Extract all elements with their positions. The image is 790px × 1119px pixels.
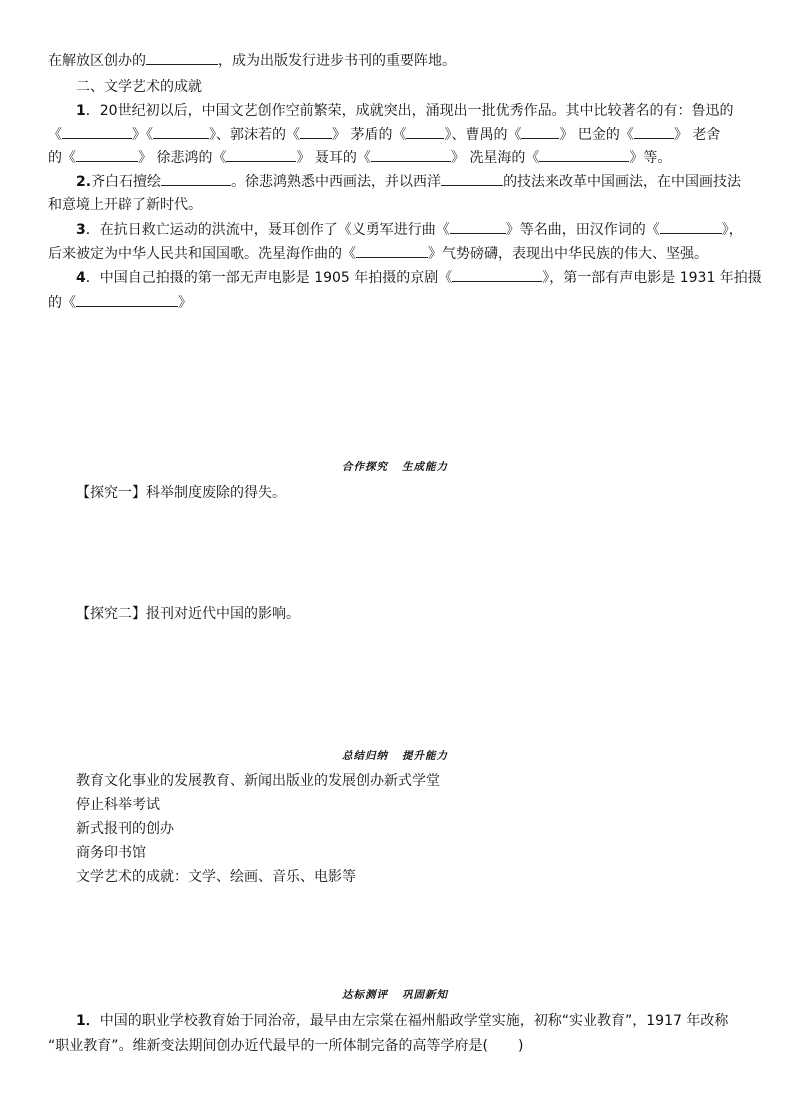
- section-title-right: 生成能力: [402, 461, 448, 473]
- question-1-line-1: [76, 101, 734, 121]
- question-1-line-2: 《 》《 》、郭沫若的《 》 茅盾的《 》、曹禺的《 》 巴金的《 》 老舍: [48, 124, 720, 145]
- question-text: 齐白石擅绘: [91, 174, 162, 190]
- answer-blank[interactable]: [76, 147, 138, 162]
- question-text: 。徐悲鸿熟悉中西画法，并以西洋: [231, 174, 442, 190]
- answer-blank[interactable]: [371, 147, 451, 162]
- section-heading: [76, 77, 202, 97]
- tanjiu-label: 【探究一】: [76, 485, 146, 501]
- question-text: 气势磅礴，表现出中华民族的伟大、坚强。: [442, 246, 708, 262]
- question-text: 聂耳的: [314, 150, 357, 166]
- summary-item: [76, 795, 160, 815]
- question-text: 、曹禺的: [451, 127, 508, 143]
- question-text: 徐悲鸿的: [156, 150, 213, 166]
- top-prefix: 在解放区创办的: [48, 53, 146, 69]
- section-title-zongjie: [0, 748, 790, 763]
- section-title-left: 达标测评: [342, 989, 388, 1001]
- tanjiu-label: 【探究二】: [76, 606, 146, 622]
- summary-item: [76, 819, 174, 839]
- question-text: 、郭沫若的: [216, 127, 286, 143]
- question-number: 3: [76, 222, 86, 238]
- answer-blank[interactable]: [146, 50, 218, 65]
- summary-text: 停止科举考试: [76, 797, 160, 813]
- question-text: ．中国自己拍摄的第一部无声电影是 1905 年拍摄的京剧: [85, 270, 439, 286]
- test-question-1-line-1: [76, 1011, 728, 1031]
- section-heading-text: 二、文学艺术的成就: [76, 79, 202, 95]
- section-title-right: 提升能力: [402, 750, 448, 762]
- tanjiu-text: 科举制度废除的得失。: [146, 485, 286, 501]
- tanjiu-1: [76, 483, 286, 503]
- question-2-line-1: [76, 171, 741, 192]
- answer-blank[interactable]: [406, 124, 444, 139]
- question-number: 4: [76, 270, 86, 286]
- summary-text: 新式报刊的创办: [76, 821, 174, 837]
- question-2-line-2: [48, 195, 202, 215]
- answer-blank[interactable]: [452, 267, 542, 282]
- answer-blank[interactable]: [450, 219, 506, 234]
- question-3-line-2: 后来被定为中华人民共和国国歌。冼星海作曲的《 》气势磅礴，表现出中华民族的伟大、坚强。: [48, 243, 708, 264]
- question-number: 1: [76, 103, 86, 119]
- question-text: 的: [48, 150, 62, 166]
- tanjiu-2: [76, 604, 300, 624]
- answer-blank[interactable]: [62, 124, 132, 139]
- answer-blank[interactable]: [300, 124, 332, 139]
- question-1-line-3: 的《 》 徐悲鸿的《 》 聂耳的《 》 冼星海的《 》等。: [48, 147, 671, 168]
- answer-blank[interactable]: [153, 124, 209, 139]
- question-text: 等名曲，田汉作词的: [519, 222, 646, 238]
- question-text: ，第一部有声电影是 1931 年拍摄: [549, 270, 762, 286]
- answer-blank[interactable]: [226, 147, 296, 162]
- answer-blank[interactable]: [539, 147, 629, 162]
- question-text: 的技法来改革中国画法，在中国画技法: [503, 174, 742, 190]
- question-text: ．20世纪初以后，中国文艺创作空前繁荣，成就突出，涌现出一批优秀作品。其中比较著名的有：鲁迅的: [85, 103, 734, 119]
- question-text: ): [517, 1038, 524, 1054]
- section-title-right: 巩固新知: [402, 989, 448, 1001]
- top-line: [48, 50, 456, 71]
- summary-text: 商务印书馆: [76, 845, 146, 861]
- top-suffix: ，成为出版发行进步书刊的重要阵地。: [218, 53, 456, 69]
- question-4-line-2: 的《 》: [48, 292, 192, 313]
- question-3-line-1: 3．在抗日救亡运动的洪流中，聂耳创作了《义勇军进行曲《 》等名曲，田汉作词的《 》，: [76, 219, 743, 240]
- question-text: 老舍: [692, 127, 721, 143]
- question-text: 后来被定为中华人民共和国国歌。冼星海作曲的: [48, 246, 342, 262]
- answer-blank[interactable]: [441, 171, 503, 186]
- question-text: 茅盾的: [350, 127, 393, 143]
- section-title-left: 总结归纳: [342, 750, 388, 762]
- answer-blank[interactable]: [660, 219, 722, 234]
- section-title-left: 合作探究: [342, 461, 388, 473]
- tanjiu-text: 报刊对近代中国的影响。: [146, 606, 300, 622]
- summary-item: [76, 843, 146, 863]
- question-text: “职业教育”。维新变法期间创办近代最早的一所体制完备的高等学府是(: [48, 1038, 488, 1054]
- question-text: 巴金的: [577, 127, 620, 143]
- question-text: ．在抗日救亡运动的洪流中，聂耳创作了《义勇军进行曲: [85, 222, 436, 238]
- answer-blank[interactable]: [634, 124, 674, 139]
- section-title-dabiao: [0, 987, 790, 1002]
- answer-blank[interactable]: [521, 124, 559, 139]
- answer-blank[interactable]: [161, 171, 231, 186]
- summary-item: [76, 867, 356, 887]
- question-text: 中国的职业学校教育始于同治帝，最早由左宗棠在福州船政学堂实施，初称“实业教育”，1917 年改称: [99, 1013, 729, 1029]
- summary-text: 教育文化事业的发展教育、新闻出版业的发展创办新式学堂: [76, 773, 440, 789]
- question-number: 1．: [76, 1013, 100, 1029]
- section-title-hezuo: [0, 459, 790, 474]
- question-text: 等。: [643, 150, 672, 166]
- question-number: 2.: [76, 174, 92, 190]
- summary-item: [76, 771, 440, 791]
- summary-text: 文学艺术的成就：文学、绘画、音乐、电影等: [76, 869, 356, 885]
- test-question-1-line-2: [48, 1036, 523, 1056]
- question-text: 的: [48, 295, 62, 311]
- question-4-line-1: 4．中国自己拍摄的第一部无声电影是 1905 年拍摄的京剧《 》，第一部有声电影是 1931 年拍摄: [76, 267, 762, 288]
- answer-blank[interactable]: [356, 243, 428, 258]
- question-text: 冼星海的: [469, 150, 526, 166]
- question-text: 和意境上开辟了新时代。: [48, 197, 202, 213]
- answer-blank[interactable]: [76, 292, 178, 307]
